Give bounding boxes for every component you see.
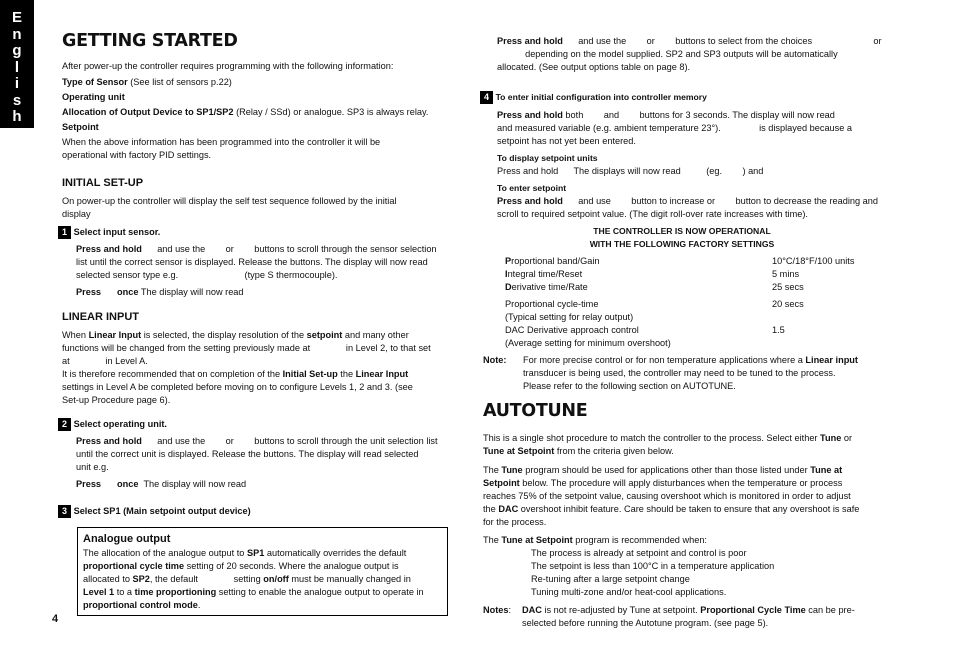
setting-row: DAC Derivative approach control 1.5 (505, 325, 785, 335)
step-number: 2 (58, 418, 71, 431)
initial-setup-text: On power-up the controller will display the self test sequence followed by the initial display (62, 196, 397, 219)
setting-row: Proportional band/Gain 10°C/18°F/100 units (505, 256, 855, 266)
intro-block: After power-up the controller requires programming with the following information: Type of Sensor (See list of sensors p.22) Operating unit Allocation of Output Device to SP1/SP2 (Relay / SSd) or analogue. SP3 is always relay. Setpoint When the above information has been programmed into the controller it will be operational with factory PID settings. (62, 61, 429, 160)
step-1: 1 Select input sensor. Press and hold and use the or buttons to scroll through the sensor selection list until the correct sensor is displayed. Release the buttons. The display will now read selected sensor type e.g. (type S thermocouple). Press once The display will now read (58, 226, 450, 299)
autotune-text: This is a single shot procedure to match the controller to the process. Select either Tune or Tune at Setpoint from the criteria given below. The Tune program should be used for applications other than those listed under Tune at Setpoint below. The procedure will apply disturbances when the temperature or process reaches 75% of the setpoint value, causing overshoot which is monitored in order to adjust the DAC overshoot inhibit feature. Care should be taken to ensure that any overshoot is safe for the process. The Tune at Setpoint program is recommended when: The process is already at setpoint and control is poor The setpoint is less than 100°C in a temperature application Re-tuning after a large setpoint change Tuning multi-zone and/or heat-cool applications. (483, 432, 883, 599)
language-tab-label: E n g l i s h (11, 9, 22, 125)
step-2: 2 Select operating unit. Press and hold and use the or buttons to scroll through the unit selection list until the correct unit is displayed. Release the buttons. The display will read selected unit e.g. Press once The display will now read (58, 418, 450, 491)
step-number: 3 (58, 505, 71, 518)
tune-at-setpoint-list (483, 547, 883, 599)
step-number: 4 (480, 91, 493, 104)
step-4: 4 To enter initial configuration into controller memory (480, 91, 890, 104)
notes-block: Notes: DAC is not re-adjusted by Tune at setpoint. Proportional Cycle Time can be pre- selected before running the Autotune program. (see page 5). (483, 605, 855, 628)
step-number: 1 (58, 226, 71, 239)
getting-started-title: GETTING STARTED (62, 31, 238, 51)
enter-setpoint-title: To enter setpoint (497, 183, 567, 193)
analogue-output-note: Analogue output The allocation of the analogue output to SP1 automatically overrides the default proportional cycle time setting of 20 seconds. Where the analogue output is allocated to SP2, the default setting on/off must be manually changed in Level 1 to a time proportioning setting to enable the analogue output to operate in proportional control mode. (77, 527, 448, 616)
initial-setup-title: INITIAL SET-UP (62, 177, 144, 189)
note-block: Note: For more precise control or for non temperature applications where a Linear input transducer is being used, the controller may need to be tuned to the process. Please refer to the following section on AUTOTUNE. (483, 355, 858, 391)
output-choice-text: Press and hold and use the or buttons to select from the choices or depending on the model supplied. SP2 and SP3 outputs will be automatically allocated. (See output options table on page 8). (497, 36, 882, 72)
units-title: To display setpoint units (497, 153, 598, 163)
page-number: 4 (52, 613, 59, 625)
list-item: The process is already at setpoint and control is poor (531, 548, 747, 558)
list-item: Tuning multi-zone and/or heat-cool applications. (531, 587, 727, 597)
factory-settings: Proportional band/Gain 10°C/18°F/100 units Integral time/Reset 5 mins Derivative time/Rate 25 secs Proportional cycle-time 20 secs (Typical setting for relay output) DAC Derivative approach control 1.5 (Average setting for minimum overshoot) (505, 255, 885, 350)
step-3: 3 Select SP1 (Main setpoint output device) (58, 505, 450, 518)
autotune-title: AUTOTUNE (483, 401, 588, 421)
list-item: The setpoint is less than 100°C in a temperature application (531, 561, 775, 571)
list-item: Re-tuning after a large setpoint change (531, 574, 690, 584)
language-tab (0, 0, 34, 128)
operational-banner: THE CONTROLLER IS NOW OPERATIONAL WITH THE FOLLOWING FACTORY SETTINGS (589, 226, 775, 249)
setting-row: Integral time/Reset 5 mins (505, 269, 800, 279)
setting-row: Derivative time/Rate 25 secs (505, 282, 804, 292)
step-4-text: Press and hold both and buttons for 3 seconds. The display will now read and measured variable (e.g. ambient temperature 23°). is displayed because a setpoint has not yet been entered. To display setpoint units Press and hold The displays will now read (eg. ) and To enter setpoint Press and hold and use button to increase or button to decrease the reading and scroll to required setpoint value. (The digit roll-over rate increases with time). (497, 109, 897, 221)
linear-input-text: When Linear Input is selected, the display resolution of the setpoint and many other functions will be changed from the setting previously made at in Level 2, to that set at in Level A. It is therefore recommended that on completion of the Initial Set-up the Linear Input settings in Level A be completed before moving on to configure Levels 1, 2 and 3. (see Set-up Procedure page 6). (62, 330, 431, 405)
setting-row: Proportional cycle-time 20 secs (505, 299, 804, 309)
linear-input-title: LINEAR INPUT (62, 311, 139, 323)
